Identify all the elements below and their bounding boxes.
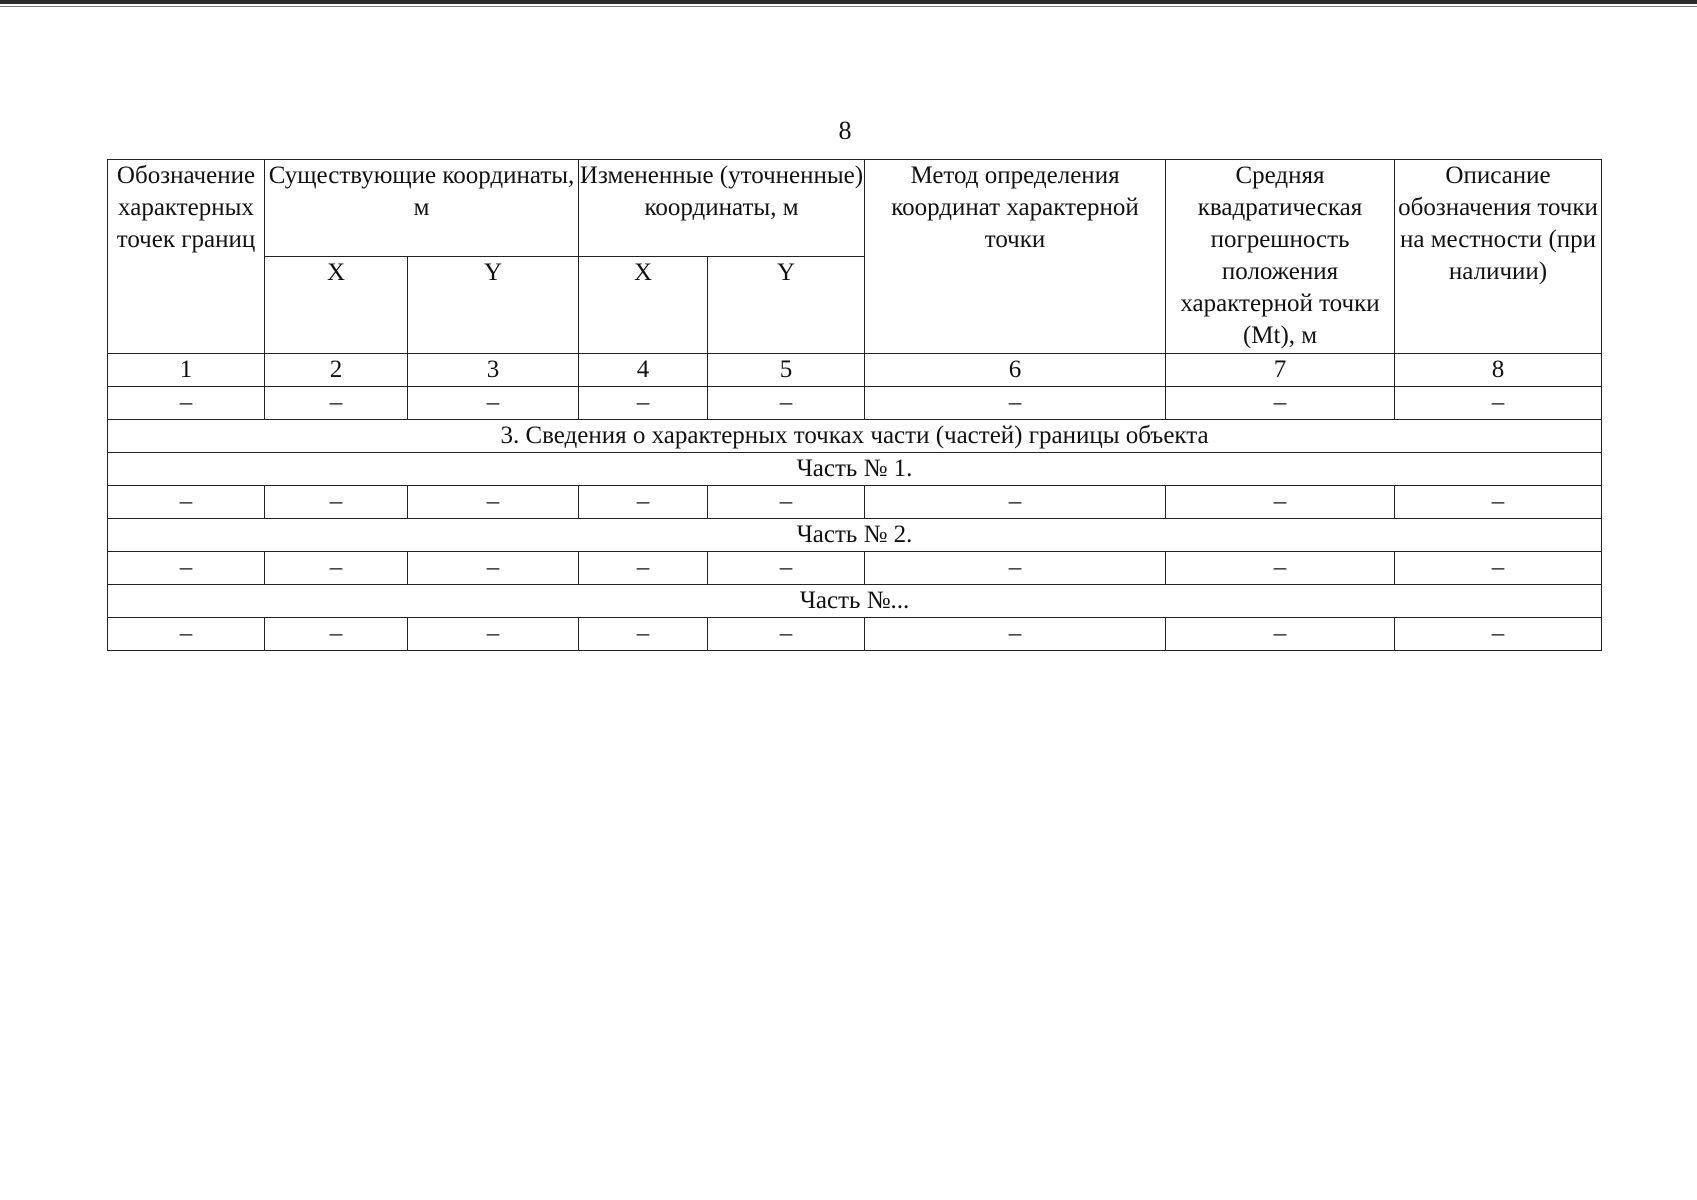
table-cell: – [579, 387, 708, 420]
table-cell: – [108, 387, 265, 420]
table-row [108, 552, 1602, 585]
table-cell: – [408, 552, 579, 585]
table-row [108, 387, 1602, 420]
table-row [108, 618, 1602, 651]
column-number: 5 [708, 354, 865, 387]
table-cell: – [1166, 387, 1395, 420]
table-cell: – [1166, 552, 1395, 585]
header-changed-coordinates: Измененные (уточненные) координаты, м [579, 160, 865, 257]
table-cell: – [108, 552, 265, 585]
table-cell: – [265, 618, 408, 651]
header-changed-y: Y [708, 257, 865, 354]
part-label-row [108, 585, 1602, 618]
page-number: 8 [838, 116, 852, 145]
table-cell: – [865, 486, 1166, 519]
boundary-points-table [107, 159, 1602, 651]
table-cell: – [1166, 618, 1395, 651]
table-cell: – [579, 618, 708, 651]
column-number: 6 [865, 354, 1166, 387]
table-cell: – [708, 387, 865, 420]
table-cell: – [1395, 486, 1602, 519]
top-scan-border-line [0, 6, 1697, 7]
column-number: 1 [108, 354, 265, 387]
table-cell: – [265, 387, 408, 420]
table-cell: – [1395, 387, 1602, 420]
part-label-row [108, 519, 1602, 552]
column-numbers-row [108, 354, 1602, 387]
table-cell: – [708, 552, 865, 585]
table-cell: – [708, 486, 865, 519]
section-title: 3. Сведения о характерных точках части (частей) границы объекта [108, 420, 1602, 453]
part-label: Часть №... [108, 585, 1602, 618]
column-number: 3 [408, 354, 579, 387]
table-cell: – [1166, 486, 1395, 519]
column-number: 4 [579, 354, 708, 387]
table-cell: – [108, 486, 265, 519]
table-row [108, 486, 1602, 519]
table-cell: – [865, 618, 1166, 651]
table-cell: – [579, 552, 708, 585]
header-point-description: Описание обозначения точки на местности (при наличии) [1395, 160, 1602, 354]
section-row [108, 420, 1602, 453]
column-number: 8 [1395, 354, 1602, 387]
table-cell: – [865, 552, 1166, 585]
table-cell: – [408, 486, 579, 519]
table-cell: – [865, 387, 1166, 420]
table-cell: – [408, 387, 579, 420]
header-point-designation: Обозначение характерных точек границ [108, 160, 265, 354]
header-mean-square-error: Средняя квадратическая погрешность положения характерной точки (Mt), м [1166, 160, 1395, 354]
header-row-1 [108, 160, 1602, 257]
table-cell: – [108, 618, 265, 651]
part-label: Часть № 1. [108, 453, 1602, 486]
header-existing-coordinates: Существующие координаты, м [265, 160, 579, 257]
table-cell: – [408, 618, 579, 651]
table-cell: – [708, 618, 865, 651]
column-number: 2 [265, 354, 408, 387]
top-scan-border [0, 0, 1697, 4]
column-number: 7 [1166, 354, 1395, 387]
table-cell: – [265, 552, 408, 585]
table-cell: – [1395, 552, 1602, 585]
header-method: Метод определения координат характерной точки [865, 160, 1166, 354]
header-changed-x: X [579, 257, 708, 354]
header-existing-x: X [265, 257, 408, 354]
table-cell: – [579, 486, 708, 519]
part-label: Часть № 2. [108, 519, 1602, 552]
table-cell: – [265, 486, 408, 519]
header-existing-y: Y [408, 257, 579, 354]
table-cell: – [1395, 618, 1602, 651]
part-label-row [108, 453, 1602, 486]
